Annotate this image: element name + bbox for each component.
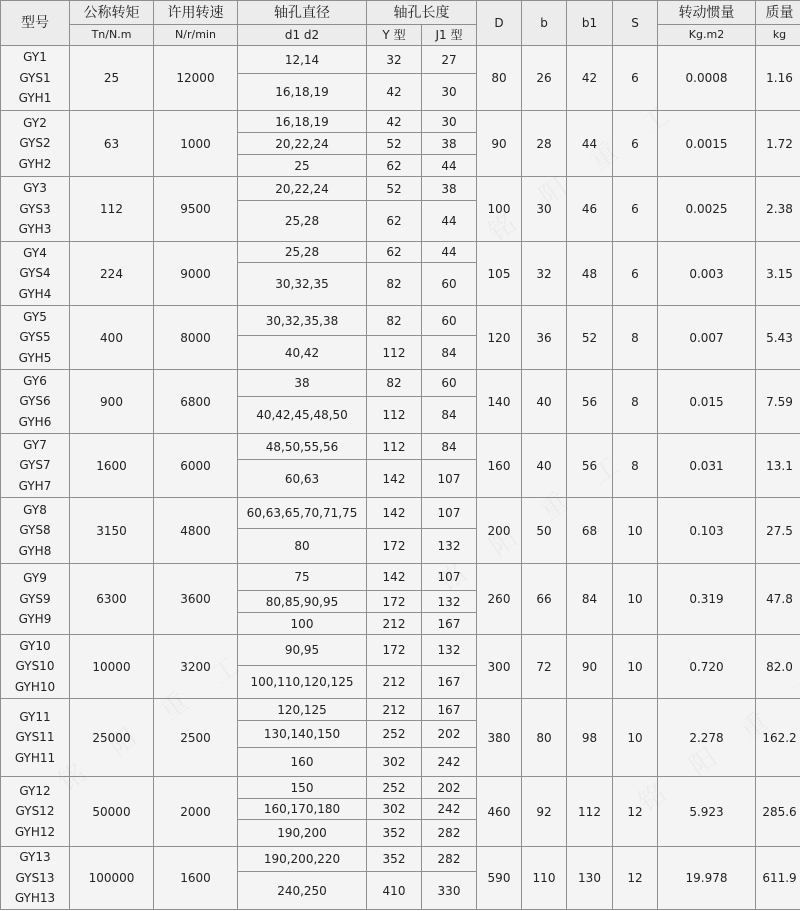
bore-length-j1-cell: 202: [422, 777, 477, 799]
bore-length-y-cell: 172: [367, 591, 422, 613]
mass-cell: 7.59: [756, 370, 800, 434]
model-name: GYH13: [14, 891, 56, 906]
bore-length-y-cell: 32: [367, 46, 422, 74]
bore-length-y-cell: 62: [367, 242, 422, 263]
inertia-cell: 0.0015: [658, 111, 756, 177]
bore-length-y-cell: 42: [367, 111, 422, 133]
header-D: D: [477, 1, 522, 46]
model-name: GYS4: [19, 266, 51, 281]
header-speed: 许用转速: [154, 1, 238, 25]
bore-length-y-cell: 82: [367, 306, 422, 336]
bore-length-j1-cell: 27: [422, 46, 477, 74]
b1-cell: 112: [567, 777, 613, 847]
model-name: GYH11: [14, 750, 56, 765]
bore-length-y-cell: 212: [367, 613, 422, 635]
D-cell: 200: [477, 498, 522, 564]
S-cell: 6: [613, 177, 658, 242]
model-name: GYS13: [15, 870, 55, 885]
speed-cell: 12000: [154, 46, 238, 111]
table-row: [1, 46, 800, 74]
bore-length-j1-cell: 107: [422, 498, 477, 529]
torque-cell: 6300: [70, 564, 154, 635]
bore-diameter-cell: 12,14: [238, 46, 367, 74]
bore-diameter-cell: 80: [238, 529, 367, 564]
D-cell: 120: [477, 306, 522, 370]
speed-cell: 4800: [154, 498, 238, 564]
table-row: [1, 699, 800, 721]
model-name: GY6: [23, 373, 47, 388]
inertia-cell: 0.003: [658, 242, 756, 306]
model-name: GYH9: [18, 612, 52, 627]
b-cell: 28: [522, 111, 567, 177]
inertia-cell: 19.978: [658, 847, 756, 910]
inertia-cell: 2.278: [658, 699, 756, 777]
bore-length-j1-cell: 107: [422, 564, 477, 591]
bore-length-y-cell: 142: [367, 498, 422, 529]
bore-length-y-cell: 302: [367, 748, 422, 777]
bore-diameter-cell: 80,85,90,95: [238, 591, 367, 613]
S-cell: 6: [613, 242, 658, 306]
inertia-cell: 0.031: [658, 434, 756, 498]
model-cell: [1, 847, 70, 910]
bore-diameter-cell: 40,42,45,48,50: [238, 397, 367, 434]
bore-length-y-cell: 52: [367, 177, 422, 201]
torque-cell: 400: [70, 306, 154, 370]
mass-cell: 82.0: [756, 635, 800, 699]
header-bore-length-j1: J1 型: [422, 25, 477, 46]
bore-diameter-cell: 75: [238, 564, 367, 591]
bore-length-j1-cell: 84: [422, 336, 477, 370]
inertia-cell: 0.103: [658, 498, 756, 564]
model-name: GYS1: [19, 70, 51, 85]
bore-length-j1-cell: 30: [422, 74, 477, 111]
b1-cell: 56: [567, 434, 613, 498]
bore-length-j1-cell: 60: [422, 370, 477, 397]
model-cell: [1, 111, 70, 177]
bore-length-j1-cell: 330: [422, 872, 477, 910]
bore-length-j1-cell: 60: [422, 306, 477, 336]
model-cell: [1, 434, 70, 498]
bore-diameter-cell: 25,28: [238, 201, 367, 242]
speed-cell: 3600: [154, 564, 238, 635]
bore-length-j1-cell: 282: [422, 847, 477, 872]
bore-length-j1-cell: 282: [422, 820, 477, 847]
model-cell: [1, 564, 70, 635]
table-row: [1, 111, 800, 133]
bore-diameter-cell: 150: [238, 777, 367, 799]
table-row: [1, 847, 800, 872]
header-bore-length-y: Y 型: [367, 25, 422, 46]
b1-cell: 42: [567, 46, 613, 111]
torque-cell: 10000: [70, 635, 154, 699]
bore-length-y-cell: 212: [367, 666, 422, 699]
bore-diameter-cell: 20,22,24: [238, 133, 367, 155]
bore-length-j1-cell: 84: [422, 434, 477, 460]
bore-diameter-cell: 240,250: [238, 872, 367, 910]
bore-length-y-cell: 352: [367, 847, 422, 872]
bore-diameter-cell: 38: [238, 370, 367, 397]
D-cell: 260: [477, 564, 522, 635]
bore-length-j1-cell: 30: [422, 111, 477, 133]
b-cell: 92: [522, 777, 567, 847]
bore-length-y-cell: 82: [367, 370, 422, 397]
header-b1: b1: [567, 1, 613, 46]
table-row: [1, 777, 800, 799]
model-name: GYS8: [19, 523, 51, 538]
bore-length-y-cell: 212: [367, 699, 422, 721]
b1-cell: 84: [567, 564, 613, 635]
b1-cell: 52: [567, 306, 613, 370]
D-cell: 80: [477, 46, 522, 111]
bore-length-y-cell: 112: [367, 397, 422, 434]
table-row: [1, 635, 800, 666]
torque-cell: 25: [70, 46, 154, 111]
model-name: GY13: [19, 850, 51, 865]
model-name: GY12: [19, 783, 51, 798]
header-b: b: [522, 1, 567, 46]
model-cell: [1, 370, 70, 434]
model-name: GYS10: [15, 659, 55, 674]
model-cell: [1, 699, 70, 777]
bore-length-y-cell: 172: [367, 635, 422, 666]
model-name: GY4: [23, 245, 47, 260]
bore-diameter-cell: 100: [238, 613, 367, 635]
torque-cell: 100000: [70, 847, 154, 910]
b-cell: 36: [522, 306, 567, 370]
S-cell: 10: [613, 699, 658, 777]
bore-diameter-cell: 25,28: [238, 242, 367, 263]
mass-cell: 27.5: [756, 498, 800, 564]
model-name: GYS5: [19, 330, 51, 345]
inertia-cell: 0.319: [658, 564, 756, 635]
header-speed-unit: N/r/min: [154, 25, 238, 46]
speed-cell: 1000: [154, 111, 238, 177]
model-name: GYH6: [18, 414, 52, 429]
b1-cell: 48: [567, 242, 613, 306]
mass-cell: 2.38: [756, 177, 800, 242]
model-name: GYH5: [18, 350, 52, 365]
bore-length-j1-cell: 84: [422, 397, 477, 434]
model-cell: [1, 46, 70, 111]
mass-cell: 162.2: [756, 699, 800, 777]
model-name: GY5: [23, 309, 47, 324]
bore-diameter-cell: 20,22,24: [238, 177, 367, 201]
D-cell: 160: [477, 434, 522, 498]
model-name: GYS7: [19, 458, 51, 473]
S-cell: 12: [613, 777, 658, 847]
model-name: GYS9: [19, 591, 51, 606]
bore-length-y-cell: 62: [367, 155, 422, 177]
bore-length-y-cell: 410: [367, 872, 422, 910]
inertia-cell: 0.007: [658, 306, 756, 370]
model-cell: [1, 306, 70, 370]
bore-length-j1-cell: 202: [422, 721, 477, 748]
b1-cell: 90: [567, 635, 613, 699]
model-name: GYH3: [18, 222, 52, 237]
b1-cell: 56: [567, 370, 613, 434]
bore-length-y-cell: 252: [367, 777, 422, 799]
speed-cell: 2500: [154, 699, 238, 777]
bore-diameter-cell: 40,42: [238, 336, 367, 370]
b-cell: 72: [522, 635, 567, 699]
b-cell: 50: [522, 498, 567, 564]
b1-cell: 98: [567, 699, 613, 777]
header-mass: 质量: [756, 1, 800, 25]
bore-length-y-cell: 142: [367, 564, 422, 591]
S-cell: 10: [613, 635, 658, 699]
b1-cell: 46: [567, 177, 613, 242]
mass-cell: 47.8: [756, 564, 800, 635]
D-cell: 460: [477, 777, 522, 847]
header-bore-diameter: 轴孔直径: [238, 1, 367, 25]
table-row: [1, 564, 800, 591]
b1-cell: 68: [567, 498, 613, 564]
header-model: 型号: [1, 1, 70, 46]
torque-cell: 900: [70, 370, 154, 434]
bore-length-y-cell: 112: [367, 434, 422, 460]
model-name: GY2: [23, 115, 47, 130]
mass-cell: 1.72: [756, 111, 800, 177]
spec-table-body: [1, 46, 800, 910]
bore-length-j1-cell: 167: [422, 613, 477, 635]
model-name: GYS2: [19, 136, 51, 151]
S-cell: 8: [613, 306, 658, 370]
bore-diameter-cell: 190,200: [238, 820, 367, 847]
model-name: GYH12: [14, 824, 56, 839]
model-name: GY7: [23, 437, 47, 452]
header-bore-length: 轴孔长度: [367, 1, 477, 25]
model-cell: [1, 498, 70, 564]
torque-cell: 1600: [70, 434, 154, 498]
table-row: [1, 498, 800, 529]
bore-length-y-cell: 142: [367, 460, 422, 498]
bore-length-j1-cell: 60: [422, 263, 477, 306]
model-name: GYS11: [15, 730, 55, 745]
S-cell: 8: [613, 370, 658, 434]
bore-length-j1-cell: 242: [422, 799, 477, 820]
model-name: GY11: [19, 709, 51, 724]
bore-diameter-cell: 160,170,180: [238, 799, 367, 820]
bore-length-j1-cell: 167: [422, 699, 477, 721]
mass-cell: 611.9: [756, 847, 800, 910]
model-name: GYS3: [19, 201, 51, 216]
bore-diameter-cell: 60,63,65,70,71,75: [238, 498, 367, 529]
header-inertia: 转动惯量: [658, 1, 756, 25]
speed-cell: 6000: [154, 434, 238, 498]
model-name: GYS12: [15, 804, 55, 819]
bore-length-j1-cell: 44: [422, 201, 477, 242]
S-cell: 12: [613, 847, 658, 910]
bore-diameter-cell: 60,63: [238, 460, 367, 498]
torque-cell: 224: [70, 242, 154, 306]
bore-diameter-cell: 16,18,19: [238, 74, 367, 111]
S-cell: 8: [613, 434, 658, 498]
bore-length-y-cell: 352: [367, 820, 422, 847]
model-name: GY1: [23, 50, 47, 65]
model-name: GYH8: [18, 543, 52, 558]
speed-cell: 1600: [154, 847, 238, 910]
D-cell: 300: [477, 635, 522, 699]
bore-length-y-cell: 252: [367, 721, 422, 748]
D-cell: 90: [477, 111, 522, 177]
b-cell: 110: [522, 847, 567, 910]
model-name: GYH7: [18, 478, 52, 493]
model-name: GYH4: [18, 286, 52, 301]
speed-cell: 3200: [154, 635, 238, 699]
speed-cell: 2000: [154, 777, 238, 847]
mass-cell: 5.43: [756, 306, 800, 370]
bore-diameter-cell: 30,32,35: [238, 263, 367, 306]
bore-length-j1-cell: 44: [422, 242, 477, 263]
model-cell: [1, 242, 70, 306]
S-cell: 10: [613, 498, 658, 564]
mass-cell: 1.16: [756, 46, 800, 111]
table-row: [1, 370, 800, 397]
b1-cell: 130: [567, 847, 613, 910]
bore-length-j1-cell: 38: [422, 133, 477, 155]
torque-cell: 25000: [70, 699, 154, 777]
inertia-cell: 0.0025: [658, 177, 756, 242]
mass-cell: 13.1: [756, 434, 800, 498]
speed-cell: 9000: [154, 242, 238, 306]
model-name: GYH2: [18, 156, 52, 171]
inertia-cell: 0.015: [658, 370, 756, 434]
speed-cell: 6800: [154, 370, 238, 434]
header-bore-diameter-sub: d1 d2: [238, 25, 367, 46]
model-cell: [1, 177, 70, 242]
torque-cell: 63: [70, 111, 154, 177]
bore-diameter-cell: 90,95: [238, 635, 367, 666]
b-cell: 40: [522, 434, 567, 498]
bore-diameter-cell: 25: [238, 155, 367, 177]
b-cell: 26: [522, 46, 567, 111]
bore-length-j1-cell: 38: [422, 177, 477, 201]
table-row: [1, 434, 800, 460]
bore-length-y-cell: 112: [367, 336, 422, 370]
bore-diameter-cell: 190,200,220: [238, 847, 367, 872]
bore-diameter-cell: 130,140,150: [238, 721, 367, 748]
header-mass-unit: kg: [756, 25, 800, 46]
b-cell: 30: [522, 177, 567, 242]
bore-length-j1-cell: 132: [422, 529, 477, 564]
D-cell: 590: [477, 847, 522, 910]
bore-length-j1-cell: 44: [422, 155, 477, 177]
speed-cell: 9500: [154, 177, 238, 242]
header-torque: 公称转矩: [70, 1, 154, 25]
bore-length-j1-cell: 242: [422, 748, 477, 777]
model-name: GY9: [23, 571, 47, 586]
bore-length-y-cell: 62: [367, 201, 422, 242]
torque-cell: 50000: [70, 777, 154, 847]
header-S: S: [613, 1, 658, 46]
model-name: GY8: [23, 502, 47, 517]
bore-diameter-cell: 160: [238, 748, 367, 777]
model-cell: [1, 635, 70, 699]
S-cell: 10: [613, 564, 658, 635]
header-torque-unit: Tn/N.m: [70, 25, 154, 46]
mass-cell: 3.15: [756, 242, 800, 306]
header-inertia-unit: Kg.m2: [658, 25, 756, 46]
bore-diameter-cell: 30,32,35,38: [238, 306, 367, 336]
D-cell: 105: [477, 242, 522, 306]
bore-length-y-cell: 52: [367, 133, 422, 155]
bore-length-j1-cell: 167: [422, 666, 477, 699]
inertia-cell: 0.720: [658, 635, 756, 699]
model-name: GY10: [19, 638, 51, 653]
bore-length-y-cell: 82: [367, 263, 422, 306]
table-row: [1, 177, 800, 201]
table-row: [1, 242, 800, 263]
bore-diameter-cell: 120,125: [238, 699, 367, 721]
D-cell: 140: [477, 370, 522, 434]
torque-cell: 112: [70, 177, 154, 242]
speed-cell: 8000: [154, 306, 238, 370]
bore-diameter-cell: 48,50,55,56: [238, 434, 367, 460]
S-cell: 6: [613, 111, 658, 177]
bore-length-y-cell: 302: [367, 799, 422, 820]
model-cell: [1, 777, 70, 847]
D-cell: 100: [477, 177, 522, 242]
model-name: GYH1: [18, 91, 52, 106]
b-cell: 40: [522, 370, 567, 434]
b-cell: 32: [522, 242, 567, 306]
bore-length-j1-cell: 107: [422, 460, 477, 498]
model-name: GY3: [23, 181, 47, 196]
b1-cell: 44: [567, 111, 613, 177]
model-name: GYS6: [19, 394, 51, 409]
mass-cell: 285.6: [756, 777, 800, 847]
model-name: GYH10: [14, 679, 56, 694]
inertia-cell: 0.0008: [658, 46, 756, 111]
bore-length-y-cell: 172: [367, 529, 422, 564]
bore-diameter-cell: 16,18,19: [238, 111, 367, 133]
D-cell: 380: [477, 699, 522, 777]
bore-diameter-cell: 100,110,120,125: [238, 666, 367, 699]
torque-cell: 3150: [70, 498, 154, 564]
b-cell: 66: [522, 564, 567, 635]
bore-length-j1-cell: 132: [422, 635, 477, 666]
inertia-cell: 5.923: [658, 777, 756, 847]
table-row: [1, 306, 800, 336]
bore-length-y-cell: 42: [367, 74, 422, 111]
b-cell: 80: [522, 699, 567, 777]
S-cell: 6: [613, 46, 658, 111]
bore-length-j1-cell: 132: [422, 591, 477, 613]
